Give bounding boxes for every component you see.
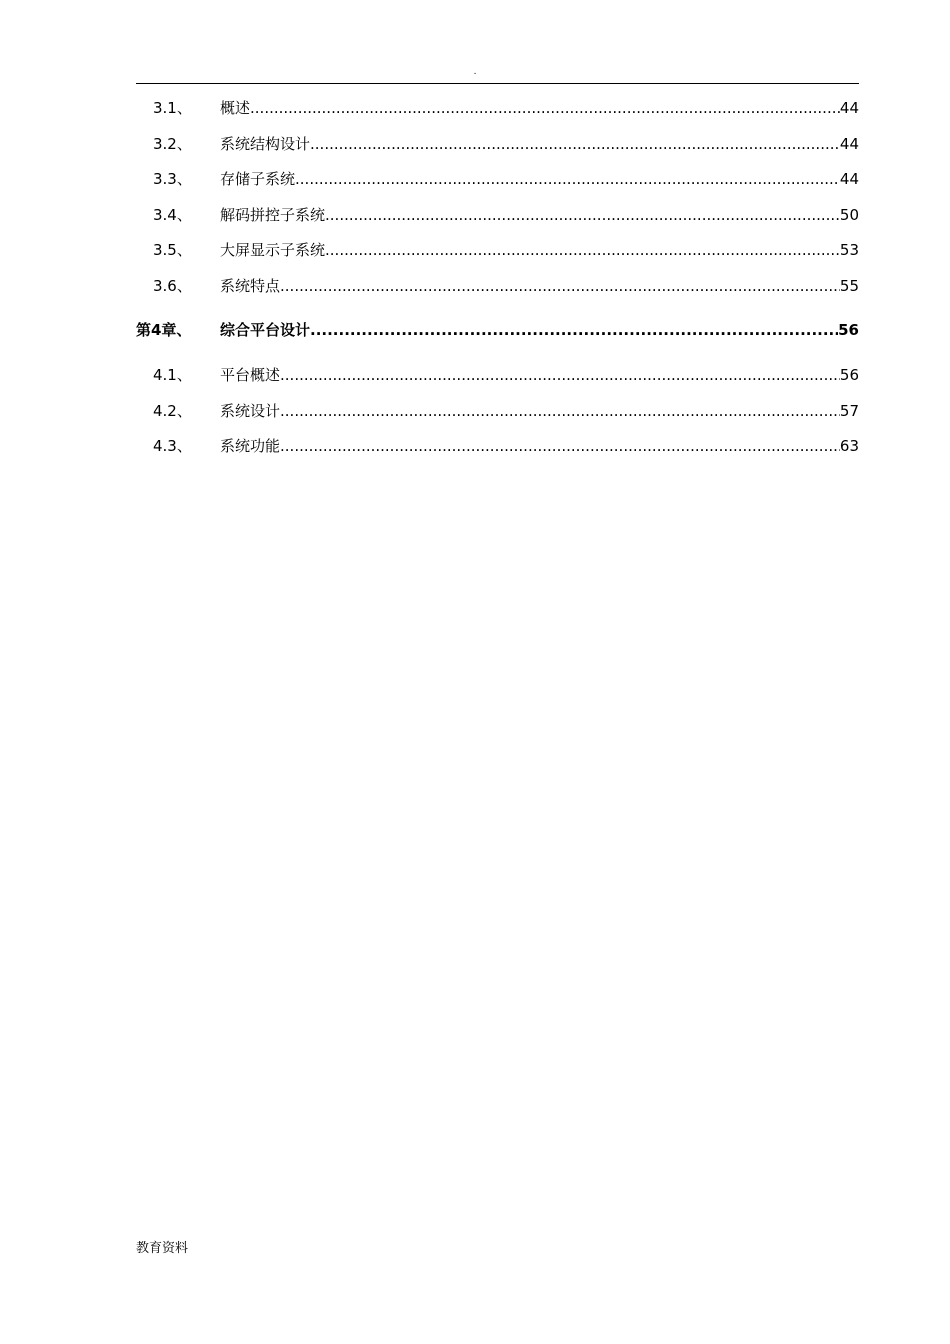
- toc-entry-3-4[interactable]: [136, 205, 859, 225]
- footer-text: 教育资料: [136, 1241, 189, 1256]
- toc-entry-page: 50: [839, 205, 859, 224]
- toc-entry-number: 第4章、: [136, 321, 192, 339]
- toc-leader-dots: [250, 98, 840, 118]
- toc-entry-number: 3.5、: [153, 241, 192, 259]
- toc-entry-title: 系统结构设计: [220, 134, 311, 153]
- toc-entry-3-5[interactable]: [136, 240, 859, 260]
- toc-entry-page: 63: [839, 437, 859, 455]
- toc-leader-dots: [310, 320, 838, 340]
- header-mark: .: [473, 67, 477, 77]
- header-rule: [136, 83, 859, 84]
- toc-entry-page: 53: [839, 241, 859, 259]
- toc-entry-page: 44: [839, 99, 859, 117]
- toc-leader-dots: [325, 205, 840, 225]
- toc-entry-4-3[interactable]: [136, 436, 859, 456]
- toc-entry-title: 系统特点: [220, 276, 281, 295]
- toc-entry-number: 4.1、: [153, 366, 192, 384]
- toc-entry-3-6[interactable]: [136, 276, 859, 296]
- toc-entry-page: 56: [839, 366, 859, 384]
- toc-entry-number: 3.4、: [153, 205, 192, 224]
- toc-entry-page: 55: [839, 276, 859, 295]
- toc-entry-title: 概述: [220, 99, 251, 117]
- toc-leader-dots: [295, 169, 840, 189]
- toc-leader-dots: [310, 134, 840, 154]
- toc-entry-number: 3.6、: [153, 276, 192, 295]
- toc-entry-title: 系统功能: [220, 437, 281, 455]
- toc-leader-dots: [280, 436, 840, 456]
- toc-entry-3-3[interactable]: [136, 169, 859, 189]
- toc-entry-4-1[interactable]: [136, 365, 859, 385]
- toc-entry-number: 4.2、: [153, 401, 192, 420]
- toc-entry-title: 平台概述: [220, 366, 281, 384]
- toc-leader-dots: [280, 276, 840, 296]
- toc-entry-title: 综合平台设计: [220, 321, 311, 339]
- toc-entry-title: 系统设计: [220, 401, 281, 420]
- toc-entry-title: 存储子系统: [220, 170, 296, 188]
- toc-entry-chapter-4[interactable]: [136, 320, 859, 340]
- toc-entry-3-1[interactable]: [136, 98, 859, 118]
- toc-entry-title: 大屏显示子系统: [220, 241, 326, 259]
- toc-leader-dots: [325, 240, 840, 260]
- toc-entry-page: 44: [839, 134, 859, 153]
- table-of-contents: [136, 90, 859, 455]
- toc-entry-number: 4.3、: [153, 437, 192, 455]
- toc-entry-3-2[interactable]: [136, 134, 859, 154]
- toc-leader-dots: [280, 365, 840, 385]
- toc-entry-4-2[interactable]: [136, 401, 859, 421]
- toc-entry-number: 3.3、: [153, 170, 192, 188]
- toc-entry-number: 3.2、: [153, 134, 192, 153]
- toc-entry-page: 57: [839, 401, 859, 420]
- toc-leader-dots: [280, 401, 840, 421]
- toc-entry-number: 3.1、: [153, 99, 192, 117]
- toc-entry-page: 56: [838, 321, 859, 339]
- toc-entry-page: 44: [839, 170, 859, 188]
- toc-entry-title: 解码拼控子系统: [220, 205, 326, 224]
